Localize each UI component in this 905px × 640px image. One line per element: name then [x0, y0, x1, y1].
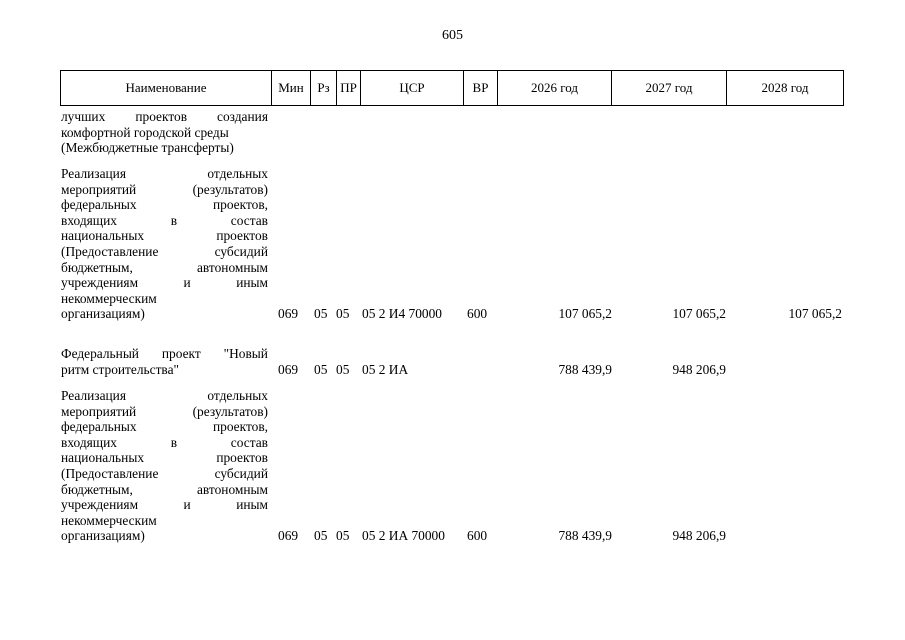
row-name-line [61, 197, 268, 213]
row-name-line [61, 346, 268, 362]
header-pr: ПР [337, 71, 361, 105]
row-name-line [61, 388, 268, 404]
cell-2027: 107 065,2 [672, 306, 726, 322]
row-name-line [61, 435, 268, 451]
row-name-word: Реализация [61, 166, 127, 181]
cell-vr: 600 [467, 306, 488, 322]
row-name-word: проектов, [212, 197, 268, 213]
cell-2026: 788 439,9 [558, 528, 612, 544]
row-name-word: субсидий [214, 243, 268, 259]
row-name-word: федеральных [61, 197, 137, 213]
row-name-word: входящих [61, 212, 117, 228]
header-rz: Рз [311, 71, 337, 105]
row-name-line [61, 182, 268, 198]
row-name-word: Федеральный [61, 346, 139, 361]
row-name-word: Реализация [61, 388, 127, 403]
cell-csr: 05 2 ИА 70000 [362, 528, 445, 544]
row-name-word: бюджетным, [61, 481, 133, 497]
cell-vr: 600 [467, 528, 488, 544]
cell-2027: 948 206,9 [672, 528, 726, 544]
row-name-word: учреждениям [61, 497, 139, 513]
row-name-word: национальных [61, 228, 145, 244]
row-name-word: бюджетным, [61, 259, 133, 275]
row-name-line: некоммерческим [61, 290, 157, 306]
row-name-line [61, 260, 268, 276]
row-name-line [61, 244, 268, 260]
row-name-line [61, 166, 268, 182]
row-name-line [61, 404, 268, 420]
row-name-word: в [170, 212, 178, 228]
row-name-word: проект [161, 346, 201, 361]
row-name-word: создания [217, 109, 268, 124]
row-name-word: отдельных [207, 166, 268, 181]
row-name-word: "Новый [223, 346, 268, 361]
row-name-line: комфортной городской среды [61, 124, 229, 140]
cell-rz: 05 [314, 306, 328, 322]
row-name-word: и [183, 275, 191, 291]
row-name-word: в [170, 434, 178, 450]
cell-min: 069 [278, 528, 299, 544]
header-name: Наименование [61, 71, 272, 105]
cell-2027: 948 206,9 [672, 361, 726, 377]
row-name-word: и [183, 497, 191, 513]
row-name-word: национальных [61, 450, 145, 466]
row-name-word: субсидий [214, 465, 268, 481]
row-name-word: мероприятий [61, 403, 137, 419]
row-name-word: проектов [135, 109, 188, 124]
cell-pr: 05 [336, 361, 350, 377]
row-name-word: (Предоставление [61, 243, 159, 259]
row-name-line [61, 109, 268, 125]
row-name-word: иным [236, 497, 268, 513]
row-name-word: лучших [61, 109, 106, 124]
page-number: 605 [442, 28, 463, 43]
row-name-word: проектов, [212, 419, 268, 435]
cell-csr: 05 2 ИА [362, 361, 409, 377]
cell-pr: 05 [336, 528, 350, 544]
row-name-word: входящих [61, 434, 117, 450]
row-name-line [61, 275, 268, 291]
row-name-word: иным [236, 275, 268, 291]
table-header [60, 70, 844, 106]
row-name-word: мероприятий [61, 181, 137, 197]
cell-csr: 05 2 И4 70000 [362, 306, 442, 322]
row-name-word: проектов [216, 450, 268, 466]
row-name-word: автономным [196, 259, 268, 275]
row-name-word: (результатов) [192, 403, 268, 419]
row-name-line: ритм строительства" [61, 361, 179, 377]
row-name-word: (результатов) [192, 181, 268, 197]
header-vr: ВР [464, 71, 498, 105]
row-name-line [61, 497, 268, 513]
cell-min: 069 [278, 361, 299, 377]
row-name [61, 346, 268, 377]
header-2027: 2027 год [612, 71, 727, 105]
row-name-word: учреждениям [61, 275, 139, 291]
cell-2026: 107 065,2 [558, 306, 612, 322]
row-name-word: состав [230, 434, 268, 450]
cell-min: 069 [278, 306, 299, 322]
row-name-word: (Предоставление [61, 465, 159, 481]
row-name-line [61, 419, 268, 435]
cell-rz: 05 [314, 528, 328, 544]
row-name [61, 109, 268, 156]
row-name-line [61, 482, 268, 498]
header-min: Мин [272, 71, 311, 105]
row-name-word: отдельных [207, 388, 268, 403]
cell-2028: 107 065,2 [788, 306, 842, 322]
row-name-line: организациям) [61, 306, 145, 322]
row-name-line: (Межбюджетные трансферты) [61, 140, 234, 156]
row-name [61, 388, 268, 544]
row-name-line: организациям) [61, 528, 145, 544]
row-name-line [61, 213, 268, 229]
row-name-word: федеральных [61, 419, 137, 435]
row-name-line [61, 450, 268, 466]
cell-2026: 788 439,9 [558, 361, 612, 377]
header-2026: 2026 год [498, 71, 612, 105]
row-name-word: автономным [196, 481, 268, 497]
cell-rz: 05 [314, 361, 328, 377]
row-name-line: некоммерческим [61, 512, 157, 528]
row-name [61, 166, 268, 322]
row-name-line [61, 466, 268, 482]
cell-pr: 05 [336, 306, 350, 322]
row-name-line [61, 228, 268, 244]
row-name-word: проектов [216, 228, 268, 244]
header-csr: ЦСР [361, 71, 464, 105]
row-name-word: состав [230, 212, 268, 228]
header-2028: 2028 год [761, 80, 809, 95]
